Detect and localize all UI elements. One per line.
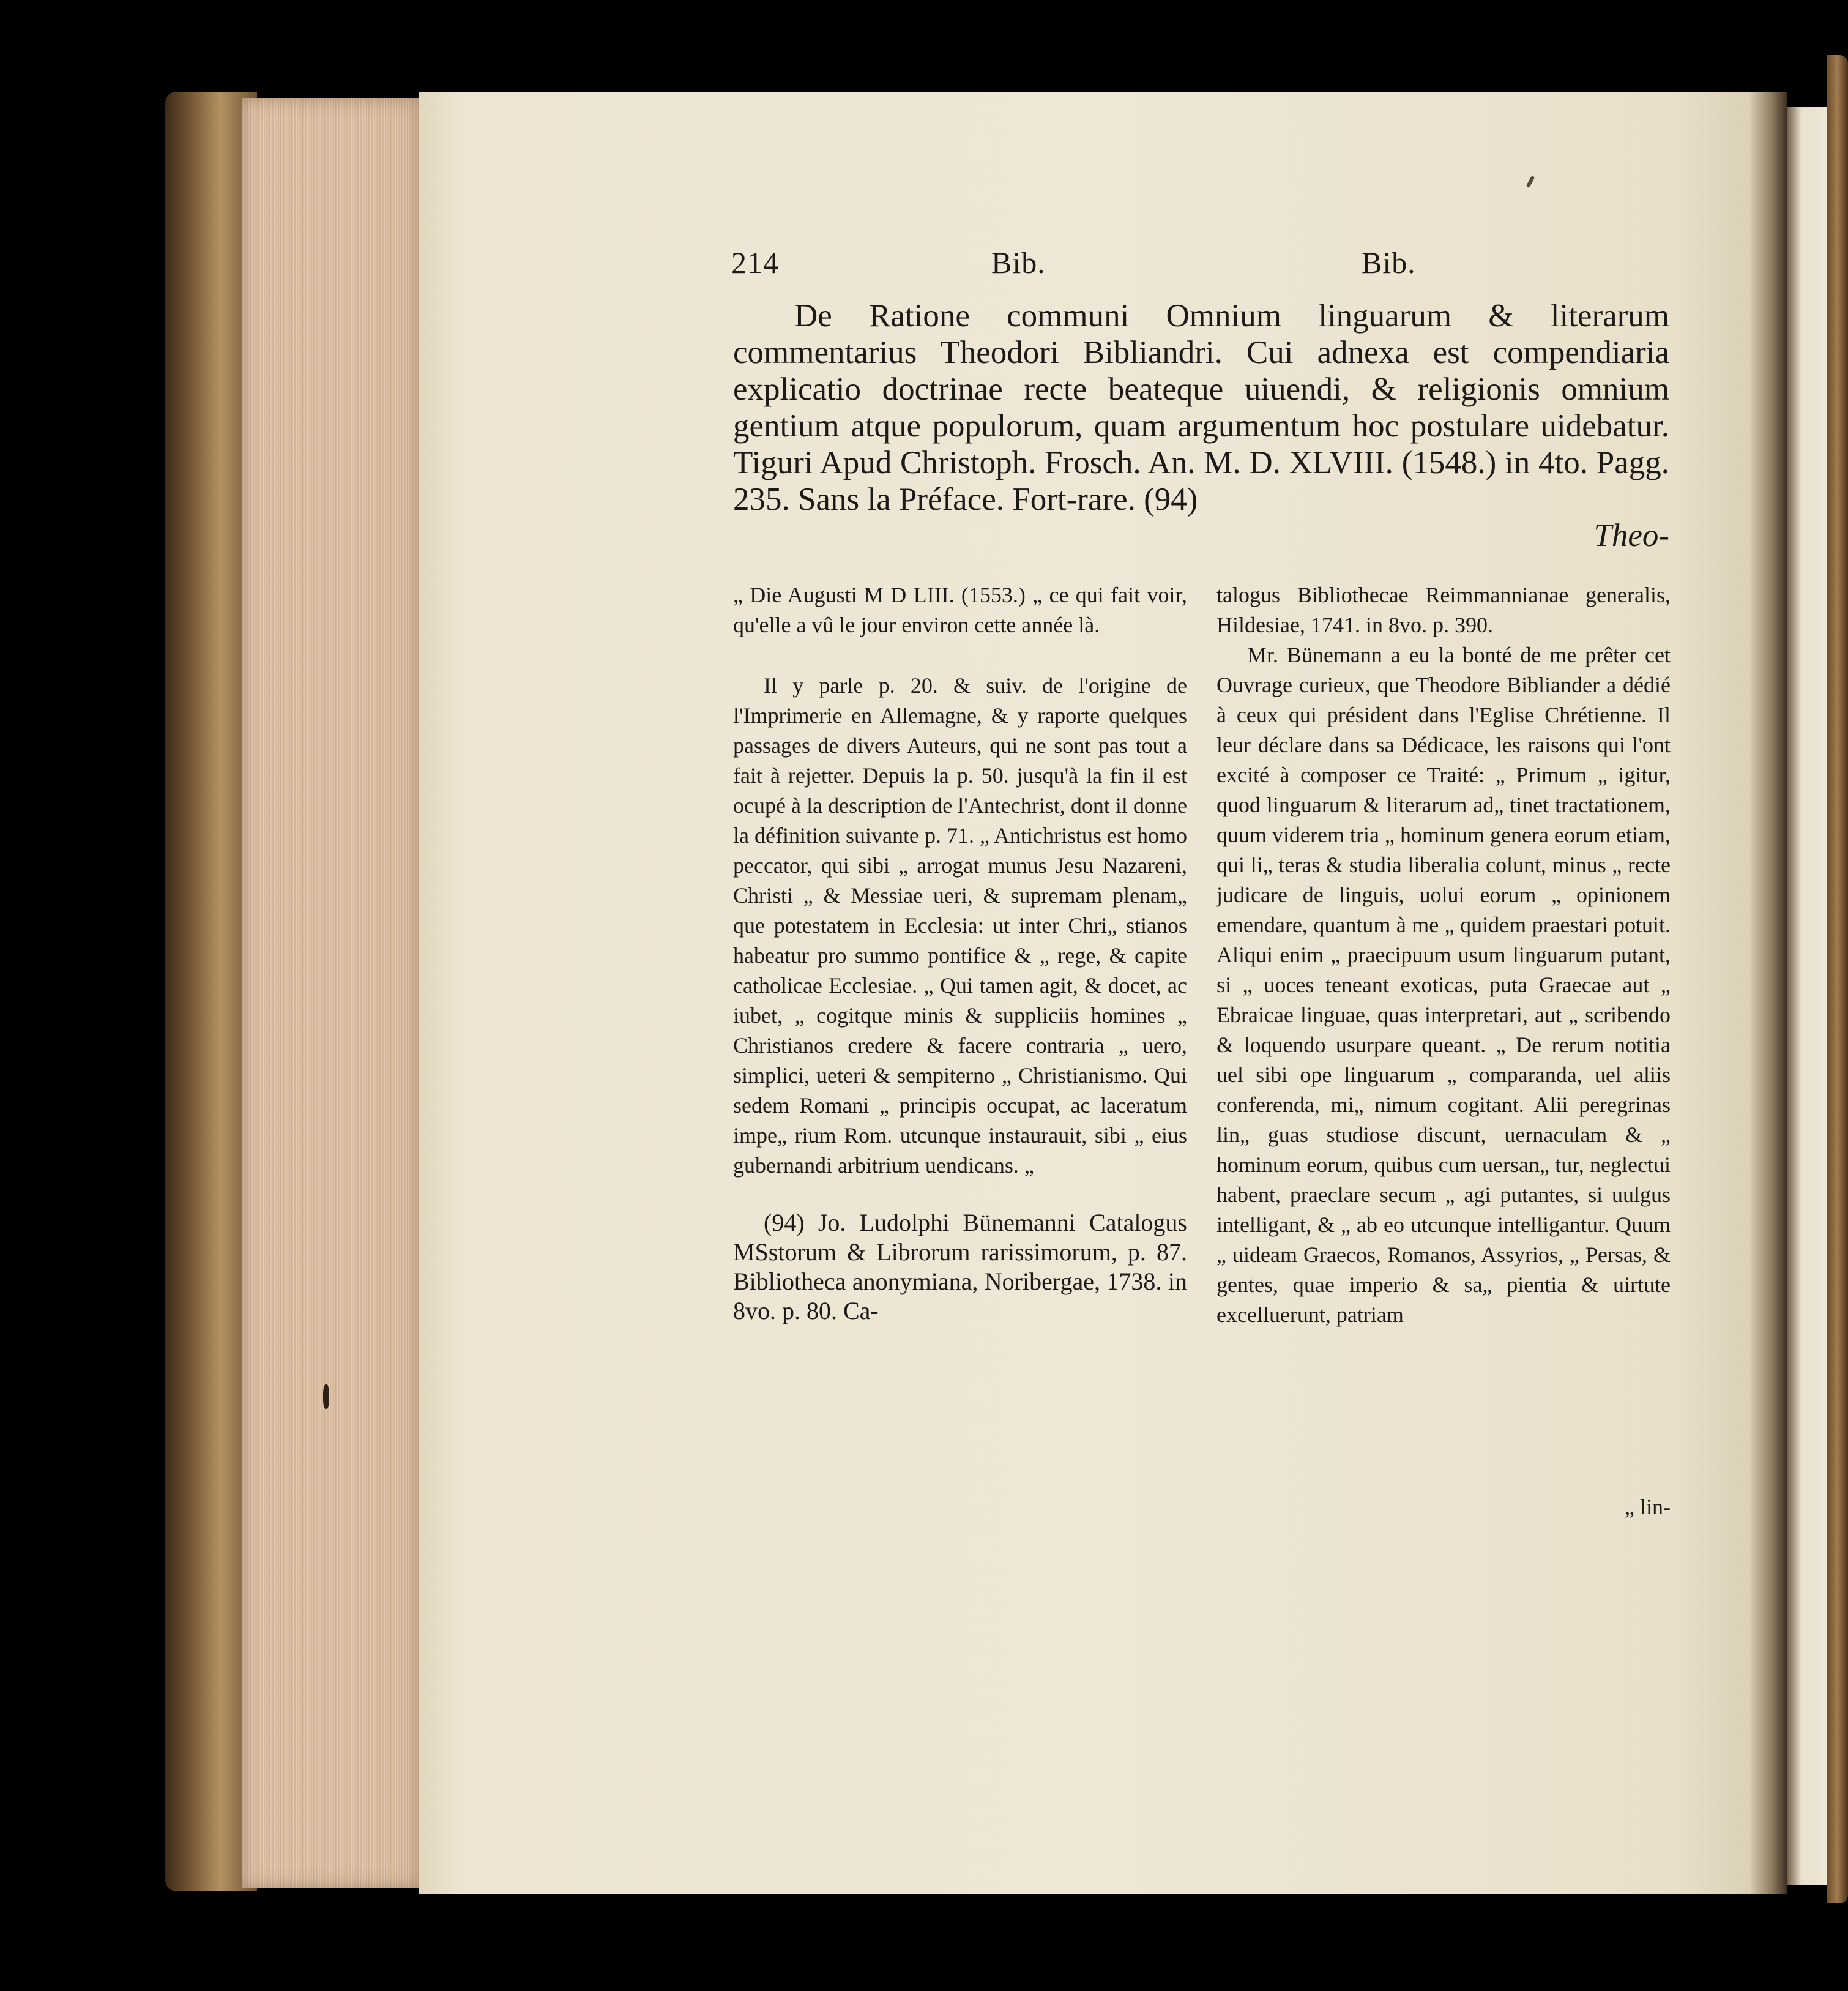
- page-number: 214: [731, 245, 779, 280]
- right-column: [1216, 580, 1671, 1330]
- footnote-94: (94) Jo. Ludolphi Bünemanni Catalogus MSstorum & Librorum rarissimorum, p. 87. Bibliotheca anonymiana, Noribergae, 1738. in 8vo. p. 80. Ca-: [733, 1209, 1187, 1324]
- catchword-top: Theo-: [1593, 518, 1669, 553]
- book-cover-right: [1827, 55, 1848, 1903]
- running-head-left: Bib.: [991, 245, 1046, 280]
- facing-page-edge: [1787, 107, 1828, 1885]
- left-paragraph-1: „ Die Augusti M D LIII. (1553.) „ ce qui fait voir, qu'elle a vû le jour environ cette année là.: [733, 583, 1187, 637]
- page-edges: [242, 98, 419, 1888]
- left-paragraph-2: Il y parle p. 20. & suiv. de l'origine de l'Imprimerie en Allemagne, & y raporte quelques passages de divers Auteurs, qui ne sont pas tout a fait à rejetter. Depuis la p. 50. jusqu'à la fin il est ocupé à la description de l'Antechrist, dont il donne la définition suivante p. 71. „ Antichristus est homo peccator, qui sibi „ arrogat munus Jesu Nazareni, Christi „ & Messiae ueri, & supremam plenam„ que potestatem in Ecclesia: ut inter Chri„ stianos habeatur pro summo pontifice & „ rege, & capite catholicae Ecclesiae. „ Qui tamen agit, & docet, ac iubet, „ cogitque minis & suppliciis homines „ Christianos credere & facere contraria „ uero, simplici, ueteri & sempiterno „ Christianismo. Qui sedem Romani „ principis occupat, ac laceratum impe„ rium Rom. utcunque instaurauit, sibi „ eius gubernandi arbitrium uendicans. „: [733, 673, 1187, 1178]
- running-head-right: Bib.: [1362, 245, 1416, 280]
- right-paragraph-2: Mr. Bünemann a eu la bonté de me prêter cet Ouvrage curieux, que Theodore Bibliander a dédié à ceux qui président dans l'Eglise Chrétienne. Il leur déclare dans sa Dédicace, les raisons qui l'ont excité à composer ce Traité: „ Primum „ igitur, quod linguarum & literarum ad„ tinet tractationem, quum viderem tria „ hominum genera eorum etiam, qui li„ teras & studia liberalia colunt, minus „ recte judicare de linguis, uolui eorum „ opinionem emendare, quantum à me „ quidem praestari potuit. Aliqui enim „ praecipuum usum linguarum putant, si „ uoces teneant exoticas, puta Graecae aut „ Ebraicae linguae, quas interpretari, aut „ scribendo & loquendo usurpare queant. „ De rerum notitia uel sibi ope linguarum „ comparanda, uel aliis conferenda, mi„ nimum cogitant. Alii peregrinas lin„ guas studiose discunt, uernaculam & „ hominum eorum, quibus cum uersan„ tur, neglectui habent, praeclare secum „ agi putantes, si uulgus intelligant, & „ ab eo utcunque intelligantur. Quum „ uideam Graecos, Romanos, Assyrios, „ Persas, & gentes, quae imperio & sa„ pientia & uirtute excelluerunt, patriam: [1216, 643, 1671, 1327]
- right-paragraph-1: talogus Bibliothecae Reimmannianae generalis, Hildesiae, 1741. in 8vo. p. 390.: [1216, 583, 1671, 637]
- bibliographic-entry: De Ratione communi Omnium linguarum & literarum commentarius Theodori Bibliandri. Cui adnexa est compendiaria explicatio doctrinae recte beateque uiuendi, & religionis omnium gentium atque populorum, quam argumentum hoc postulare uidebatur. Tiguri Apud Christoph. Frosch. An. M. D. XLVIII. (1548.) in 4to. Pagg. 235. Sans la Préface. Fort-rare. (94): [733, 298, 1669, 517]
- catchword-bottom: „ lin-: [1625, 1495, 1671, 1519]
- ink-spot: [323, 1384, 329, 1409]
- left-column: [733, 580, 1187, 1326]
- page-gutter: [1750, 92, 1787, 1894]
